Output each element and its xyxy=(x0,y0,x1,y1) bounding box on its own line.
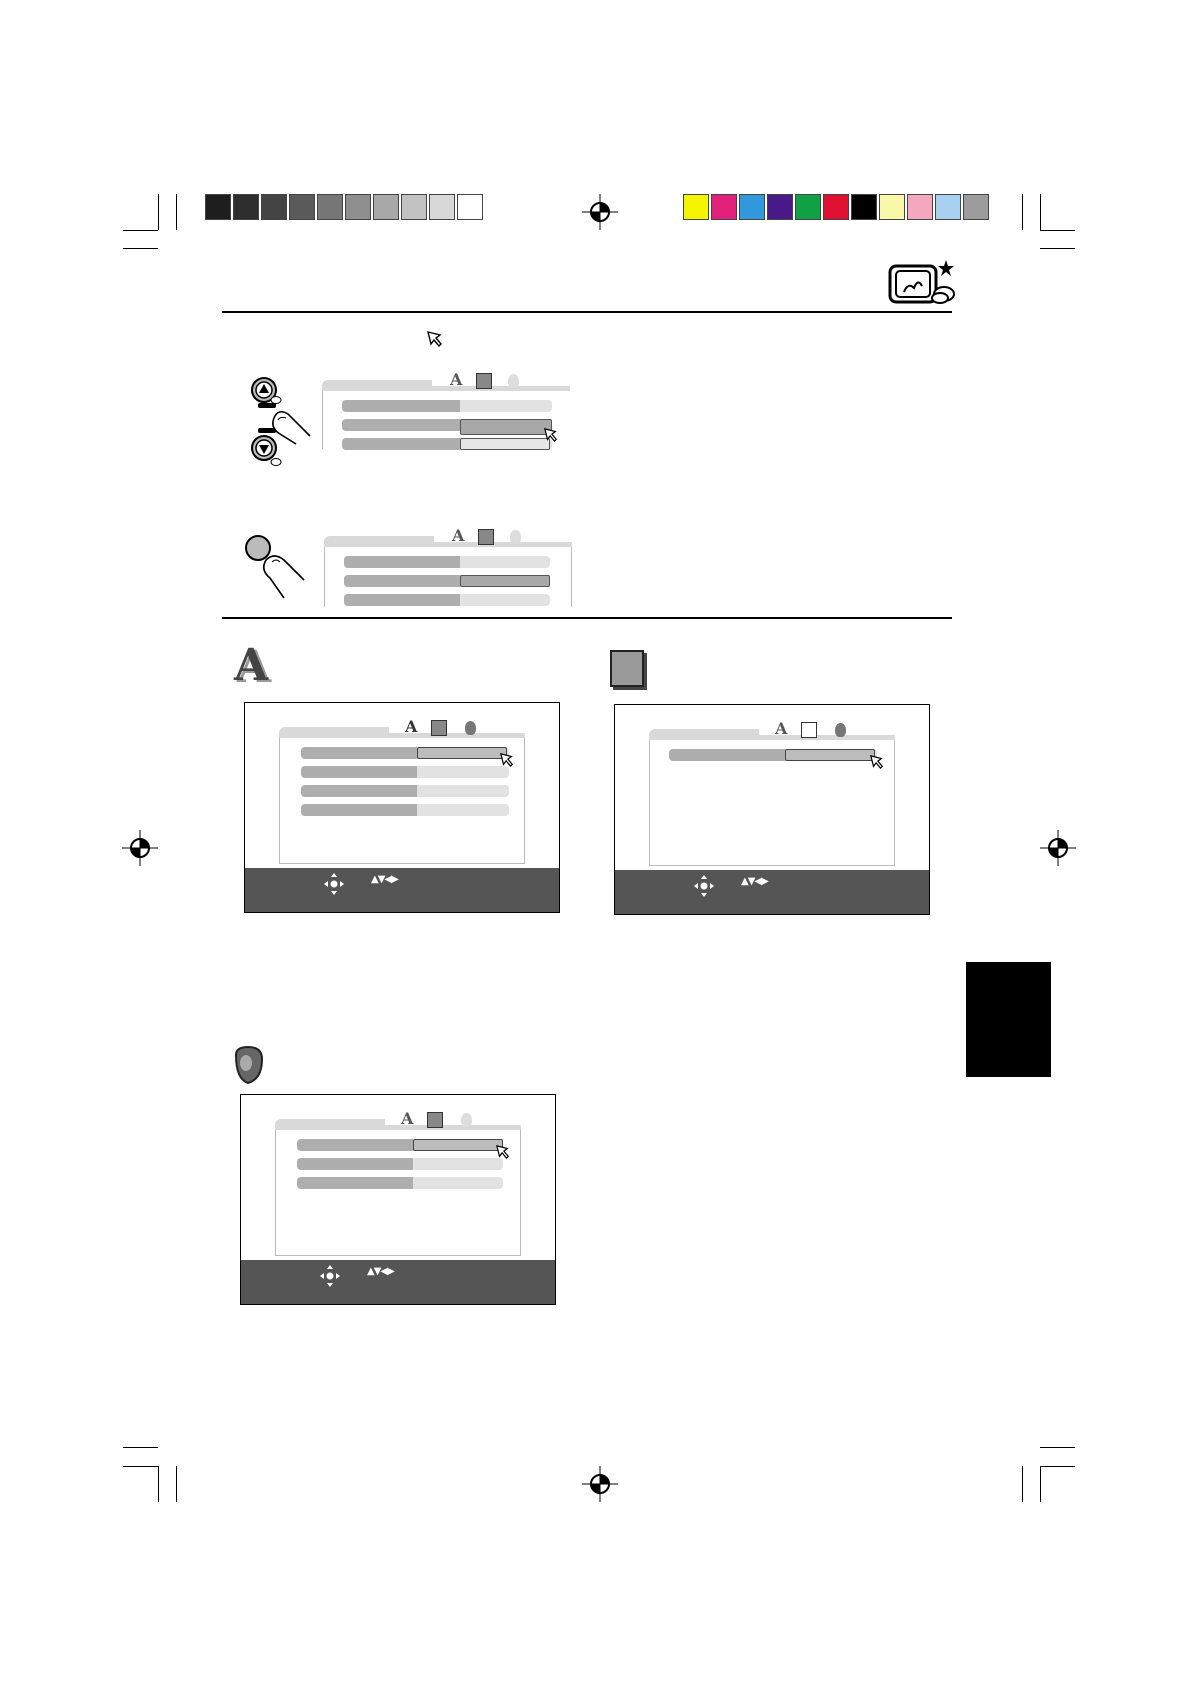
grayscale-swatch xyxy=(233,194,259,220)
section-a-screen xyxy=(244,702,560,913)
grayscale-swatch xyxy=(317,194,343,220)
menu-tab-icons xyxy=(775,719,846,738)
speaker-icon xyxy=(461,1113,472,1127)
color-swatch xyxy=(795,194,821,220)
cursor-arrow-icon xyxy=(870,755,884,769)
speaker-icon xyxy=(508,374,519,388)
grayscale-swatch xyxy=(205,194,231,220)
cursor-arrow-icon xyxy=(500,753,514,767)
grayscale-swatch xyxy=(429,194,455,220)
side-section-tab xyxy=(966,962,1051,1077)
color-swatch xyxy=(851,194,877,220)
speaker-icon xyxy=(835,723,846,737)
picture-square-icon xyxy=(427,1112,443,1128)
color-swatch xyxy=(823,194,849,220)
joystick-icon xyxy=(693,874,715,898)
picture-square-icon xyxy=(476,373,492,389)
section-rule xyxy=(222,617,952,619)
color-swatch xyxy=(963,194,989,220)
picture-square-icon xyxy=(478,529,494,545)
grayscale-swatch xyxy=(373,194,399,220)
joystick-icon xyxy=(323,872,345,896)
screen-footer xyxy=(615,870,929,914)
color-swatch xyxy=(711,194,737,220)
speaker-icon xyxy=(510,530,521,544)
picture-square-icon xyxy=(801,722,817,738)
top-rule xyxy=(222,311,952,313)
menu-tab-icons xyxy=(405,717,476,736)
step2-menu-illustration xyxy=(324,526,572,608)
menu-tab-icons xyxy=(401,1109,472,1128)
letter-a-icon: A xyxy=(775,719,788,738)
letter-a-icon: A xyxy=(401,1109,414,1128)
registration-target-bottom xyxy=(582,1466,618,1502)
registration-target-left xyxy=(122,830,158,866)
navigation-arrows-icon: ▲▼◀▶ xyxy=(741,876,768,887)
registration-target-right xyxy=(1040,830,1076,866)
letter-a-icon: A xyxy=(450,370,463,389)
section-square-screen xyxy=(614,704,930,915)
remote-enter-button-illustration xyxy=(244,534,308,602)
grayscale-swatch xyxy=(457,194,483,220)
section-speaker-screen xyxy=(240,1094,556,1305)
color-swatch xyxy=(739,194,765,220)
grayscale-swatch xyxy=(345,194,371,220)
navigation-arrows-icon: ▲▼◀▶ xyxy=(367,1266,394,1277)
cursor-arrow-icon xyxy=(544,428,558,442)
navigation-arrows-icon: ▲▼◀▶ xyxy=(371,874,398,885)
color-swatch xyxy=(683,194,709,220)
screen-footer xyxy=(245,868,559,912)
color-swatch xyxy=(935,194,961,220)
section-a-heading-icon: A xyxy=(234,640,269,691)
menu-tab-icons xyxy=(450,370,519,389)
grayscale-swatch xyxy=(401,194,427,220)
section-square-heading-icon xyxy=(610,650,644,687)
color-swatch xyxy=(767,194,793,220)
step1-menu-illustration xyxy=(322,368,570,452)
color-swatch xyxy=(879,194,905,220)
joystick-icon xyxy=(319,1264,341,1288)
section-speaker-heading-icon xyxy=(232,1045,266,1085)
cursor-arrow-icon xyxy=(427,331,443,347)
grayscale-swatch xyxy=(289,194,315,220)
color-swatch xyxy=(907,194,933,220)
tv-setup-icon xyxy=(888,258,956,306)
letter-a-icon: A xyxy=(452,526,465,545)
remote-up-down-buttons-illustration xyxy=(248,376,318,468)
grayscale-swatch xyxy=(261,194,287,220)
screen-footer xyxy=(241,1260,555,1304)
picture-square-icon xyxy=(431,720,447,736)
speaker-icon xyxy=(465,721,476,735)
letter-a-icon: A xyxy=(405,717,418,736)
menu-tab-icons xyxy=(452,526,521,545)
cursor-arrow-icon xyxy=(496,1145,510,1159)
registration-target-top xyxy=(582,194,618,230)
